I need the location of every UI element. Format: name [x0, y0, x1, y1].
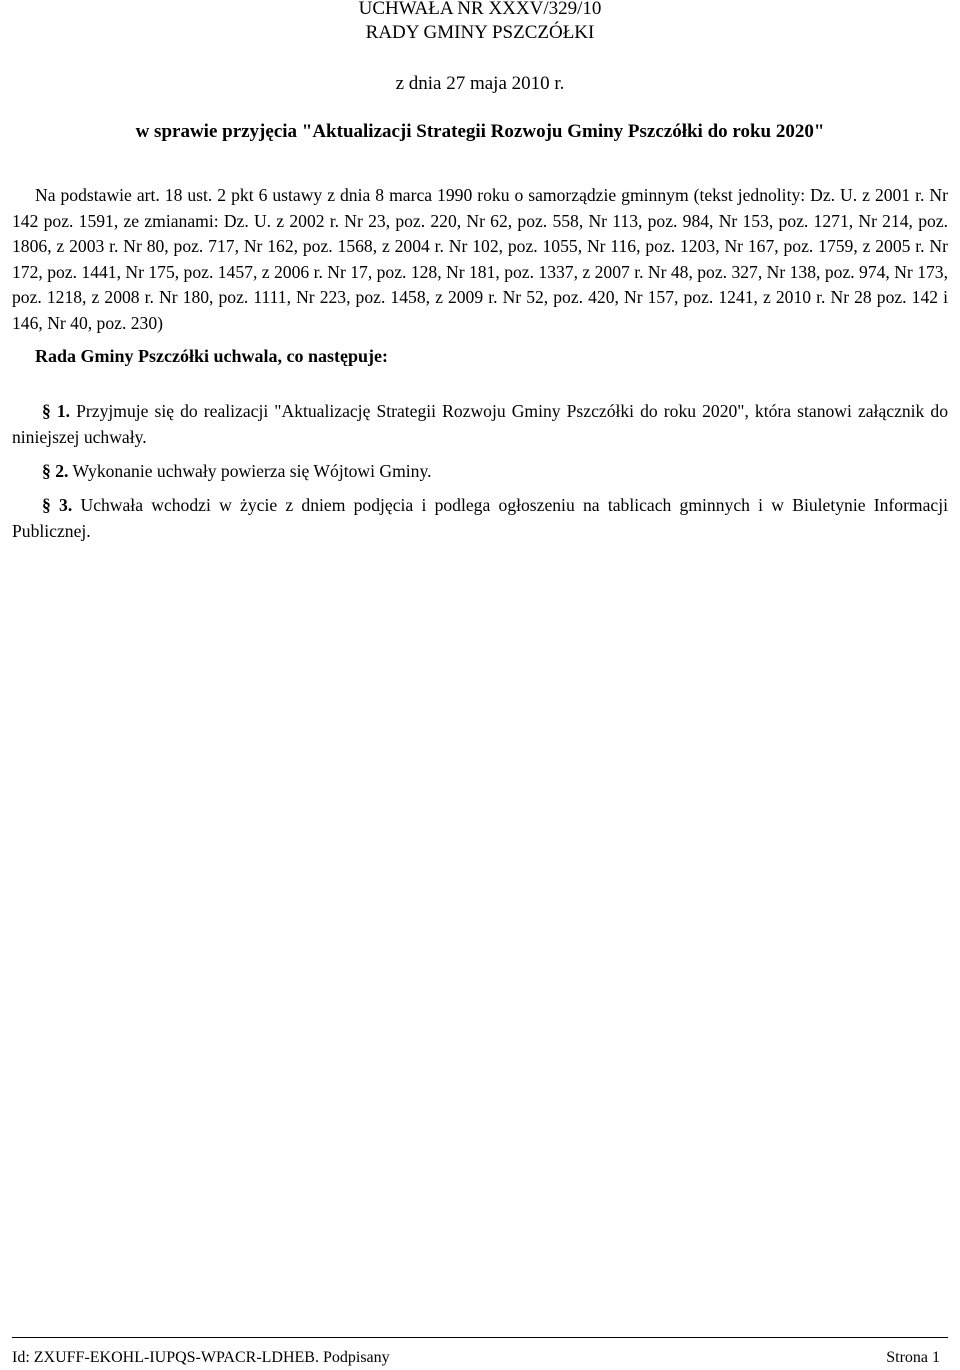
paragraph-text: Wykonanie uchwały powierza się Wójtowi Gminy. [72, 461, 432, 481]
resolution-date: z dnia 27 maja 2010 r. [395, 73, 565, 94]
document-id: Id: ZXUFF-EKOHL-IUPQS-WPACR-LDHEB. Podpisany [12, 1349, 390, 1366]
council-name: RADY GMINY PSZCZÓŁKI [365, 22, 595, 43]
legal-basis-paragraph: Na podstawie art. 18 ust. 2 pkt 6 ustawy z dnia 8 marca 1990 roku o samorządzie gminnym (tekst jednolity: Dz. U. z 2001 r. Nr 142 poz. 1591, ze zmianami: Dz. U. z 2002 r. Nr 23, poz. 220, Nr 62, poz. 558, Nr 113, poz. 984, Nr 153, poz. 1271, Nr 214, poz. 1806, z 2003 r. Nr 80, poz. 717, Nr 162, poz. 1568, z 2004 r. Nr 102, poz. 1055, Nr 116, poz. 1203, Nr 167, poz. 1759, z 2005 r. Nr 172, poz. 1441, Nr 175, poz. 1457, z 2006 r. Nr 17, poz. 128, Nr 181, poz. 1337, z 2007 r. Nr 48, poz. 327, Nr 138, poz. 974, Nr 173, poz. 1218, z 2008 r. Nr 180, poz. 1111, Nr 223, poz. 1458, z 2009 r. Nr 52, poz. 420, Nr 157, poz. 1241, z 2010 r. Nr 28 poz. 142 i 146, Nr 40, poz. 230) [12, 185, 948, 333]
footer-divider [12, 1337, 948, 1338]
paragraph-text: Uchwała wchodzi w życie z dniem podjęcia i podlega ogłoszeniu na tablicach gminnych i w Biuletynie Informacji Publicznej. [12, 495, 949, 541]
paragraph-number: § 1. [42, 401, 71, 421]
paragraph-number: § 3. [42, 495, 73, 515]
paragraph-text: Przyjmuje się do realizacji "Aktualizację Strategii Rozwoju Gminy Pszczółki do roku 2020", która stanowi załącznik do niniejszej uchwały. [12, 401, 949, 447]
resolution-subject: w sprawie przyjęcia "Aktualizacji Strategii Rozwoju Gminy Pszczółki do roku 2020" [135, 121, 825, 142]
paragraph-2 [12, 459, 948, 485]
page-number: Strona 1 [886, 1349, 940, 1366]
decides-heading: Rada Gminy Pszczółki uchwala, co następuje: [35, 346, 388, 366]
paragraph-3 [12, 493, 948, 544]
paragraph-number: § 2. [42, 461, 69, 481]
paragraph-1 [12, 399, 948, 450]
resolution-title: UCHWAŁA NR XXXV/329/10 [358, 0, 602, 19]
document-page [12, 0, 948, 1370]
